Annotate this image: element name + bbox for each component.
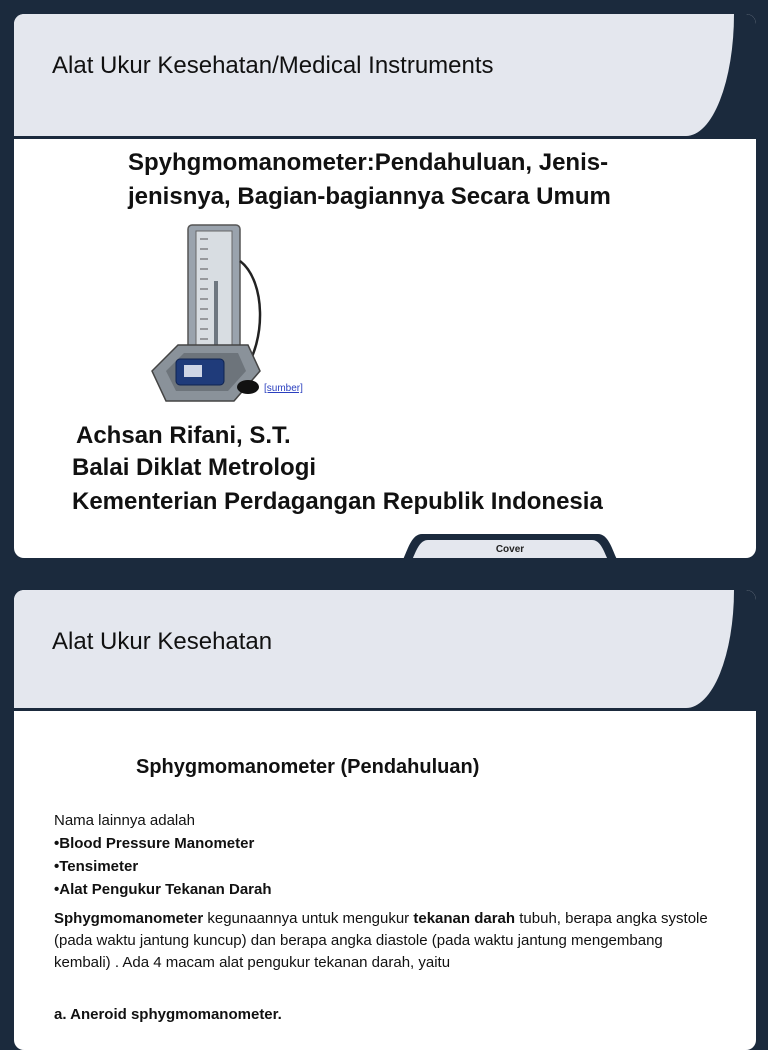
description-paragraph — [54, 908, 714, 974]
list-item: a. Aneroid sphygmomanometer. — [54, 1006, 282, 1023]
header-divider — [14, 708, 756, 711]
slide-introduction — [14, 590, 756, 1050]
slide-subtitle: Spyhgmomanometer:Pendahuluan, Jenis-jenisnya, Bagian-bagiannya Secara Umum — [128, 149, 611, 210]
sphygmomanometer-image — [148, 221, 268, 411]
footer-label: Cover — [495, 544, 525, 555]
slide-subtitle: Sphygmomanometer (Pendahuluan) — [136, 756, 480, 778]
term-bold: Sphygmomanometer — [54, 910, 204, 927]
header-divider — [14, 136, 756, 139]
source-link[interactable]: [sumber] — [264, 383, 303, 394]
author-name: Achsan Rifani, S.T. — [76, 422, 291, 449]
bullet-item: •Alat Pengukur Tekanan Darah — [54, 881, 272, 898]
slide-cover — [14, 14, 756, 558]
ministry-name: Kementerian Perdagangan Republik Indonesia — [72, 488, 603, 515]
slide-title: Alat Ukur Kesehatan — [52, 628, 273, 655]
institution-name: Balai Diklat Metrologi — [72, 454, 317, 481]
slide-title: Alat Ukur Kesehatan/Medical Instruments — [52, 52, 494, 79]
header-notch — [686, 590, 756, 708]
intro-text: Nama lainnya adalah — [54, 812, 195, 829]
paragraph-text: tubuh, berapa angka systole (pada waktu jantung kuncup) dan berapa angka diastole (pada waktu jantung mengembang kembali) . Ada 4 macam alat pengukur tekanan darah, yaitu — [54, 910, 708, 971]
paragraph-text: kegunaannya untuk mengukur — [203, 910, 414, 927]
header-notch — [686, 14, 756, 136]
bullet-item: •Blood Pressure Manometer — [54, 835, 255, 852]
bullet-item: •Tensimeter — [54, 858, 139, 875]
emphasis-bold: tekanan darah — [413, 910, 516, 927]
slide-header — [14, 14, 756, 136]
slide-header — [14, 590, 756, 708]
